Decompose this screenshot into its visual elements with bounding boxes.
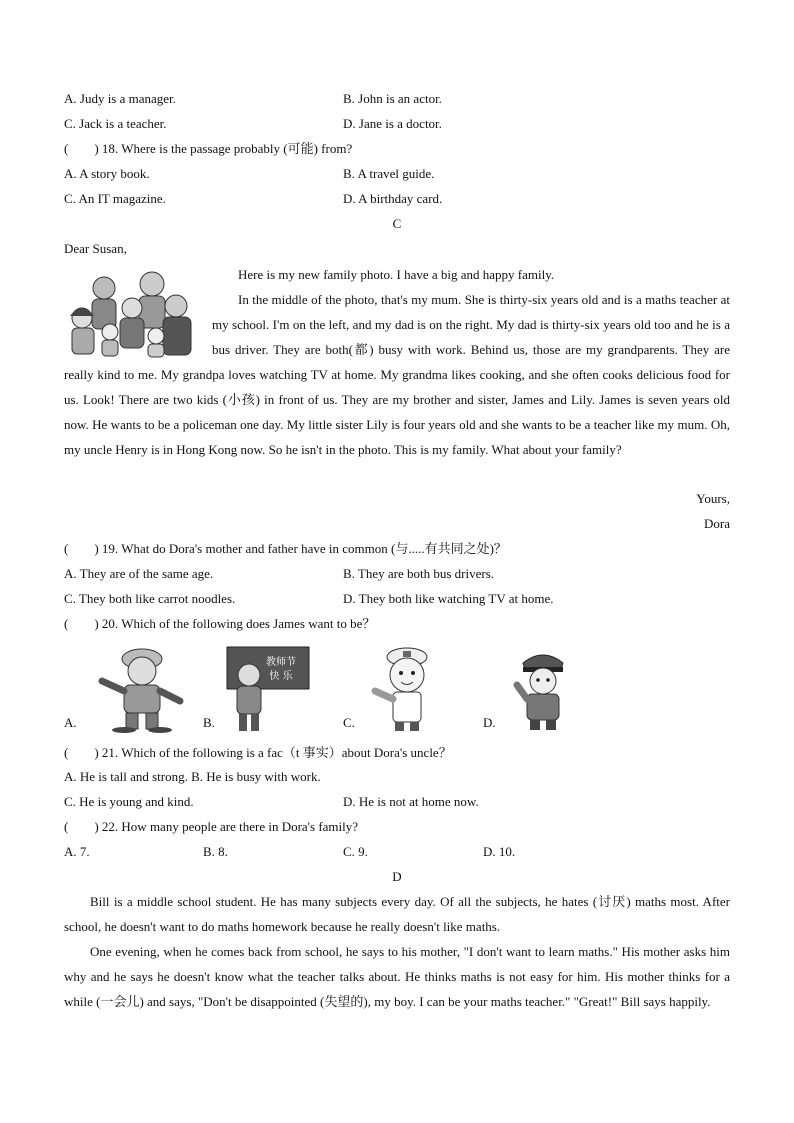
answer-paren-open: ( [64,141,69,156]
q18-option-c: C. An IT magazine. [64,191,166,206]
q22-option-a: A. 7. [64,844,90,859]
answer-paren-open: ( [64,745,69,760]
q20-option-a[interactable] [64,645,204,735]
builder-image [84,645,194,733]
teacher-image [223,645,313,733]
q20-option-a-label: A. [64,715,77,730]
family-photo-image [64,266,204,358]
q20-option-c[interactable] [343,645,483,735]
letter-paragraph-2: In the middle of the photo, that's my mum. She is thirty-six years old and is a maths teacher at my school. I'm on the left, and my dad is on the right. My dad is thirty-six years old too and he is a bus driver. They are both(都) busy with work. Behind us, those are my grandparents. They are really kind to me. My grandpa loves watching TV at home. My grandma likes cooking, and she often cooks delicious food for us. Look! There are two kids (小孩) in front of us. They are my brother and sister, James and Lily. James is seven years old now. He wants to be a policeman one day. My little sister Lily is four years old and she wants to be a teacher like my mum. Oh, my uncle Henry is in Hong Kong now. So he isn't in the photo. This is my family. What about your family? [64,292,730,457]
letter-greeting: Dear Susan, [64,241,127,256]
q20-option-d[interactable] [483,645,623,735]
policeman-image [503,645,583,733]
q17-option-a: A. Judy is a manager. [64,91,176,106]
q19-option-c: C. They both like carrot noodles. [64,591,236,606]
q20-option-b-label: B. [203,715,215,730]
answer-paren-open: ( [64,616,69,631]
q19-stem: ) 19. What do Dora's mother and father have in common (与.....有共同之处)？ [94,541,507,556]
q22-option-c: C. 9. [343,844,368,859]
q17-option-d: D. Jane is a doctor. [343,116,442,131]
q17-option-c: C. Jack is a teacher. [64,116,167,131]
q20-option-d-label: D. [483,715,496,730]
q18-stem: ) 18. Where is the passage probably (可能) from? [94,141,353,156]
q19-option-a: A. They are of the same age. [64,566,214,581]
q20-option-c-label: C. [343,715,355,730]
q18-question [64,140,352,158]
board-text-1: 教师节 [266,657,296,668]
letter-signature: Dora [704,516,730,531]
q21-option-d: D. He is not at home now. [343,794,479,809]
q22-option-b: B. 8. [203,844,228,859]
q19-option-b: B. They are both bus drivers. [343,566,495,581]
q22-stem: ) 22. How many people are there in Dora's family? [94,819,359,834]
q17-option-b: B. John is an actor. [343,91,442,106]
q19-option-d: D. They both like watching TV at home. [343,591,554,606]
q20-question [64,615,375,633]
q18-option-a: A. A story book. [64,166,150,181]
passage-d-paragraph-1: Bill is a middle school student. He has many subjects every day. Of all the subjects, he hates (讨厌) maths most. After school, he doesn't want to do maths homework because he really doesn't like maths. [64,894,730,934]
section-d-heading: D [392,869,402,884]
board-text-2: 快 乐 [269,671,293,682]
answer-paren-open: ( [64,541,69,556]
q21-stem: ) 21. Which of the following is a fac（t 事实）about Dora's uncle？ [94,745,452,760]
q19-question [64,540,507,558]
answer-paren-open: ( [64,819,69,834]
q22-option-d: D. 10. [483,844,516,859]
letter-paragraph-1: Here is my new family photo. I have a big and happy family. [238,267,555,282]
q21-options-ab: A. He is tall and strong. B. He is busy with work. [64,769,321,784]
doctor-image [363,645,443,733]
q20-stem: ) 20. Which of the following does James want to be？ [94,616,376,631]
q20-picture-options [64,645,624,735]
q20-option-b[interactable] [203,645,343,735]
letter-closing: Yours, [696,491,730,506]
q18-option-d: D. A birthday card. [343,191,443,206]
q21-option-c: C. He is young and kind. [64,794,194,809]
passage-d-paragraph-2: One evening, when he comes back from school, he says to his mother, "I don't want to learn maths." His mother asks him why and he says he doesn't know what the teacher talks about. He thinks maths is not easy for him. His mother thinks for a while (一会儿) and says, "Don't be disappointed (失望的), my boy. I can be your maths teacher." "Great!" Bill says happily. [64,944,730,1009]
q22-question [64,818,358,836]
letter-body [64,262,730,462]
q21-question [64,744,452,762]
q18-option-b: B. A travel guide. [343,166,435,181]
section-c-heading: C [392,216,402,231]
